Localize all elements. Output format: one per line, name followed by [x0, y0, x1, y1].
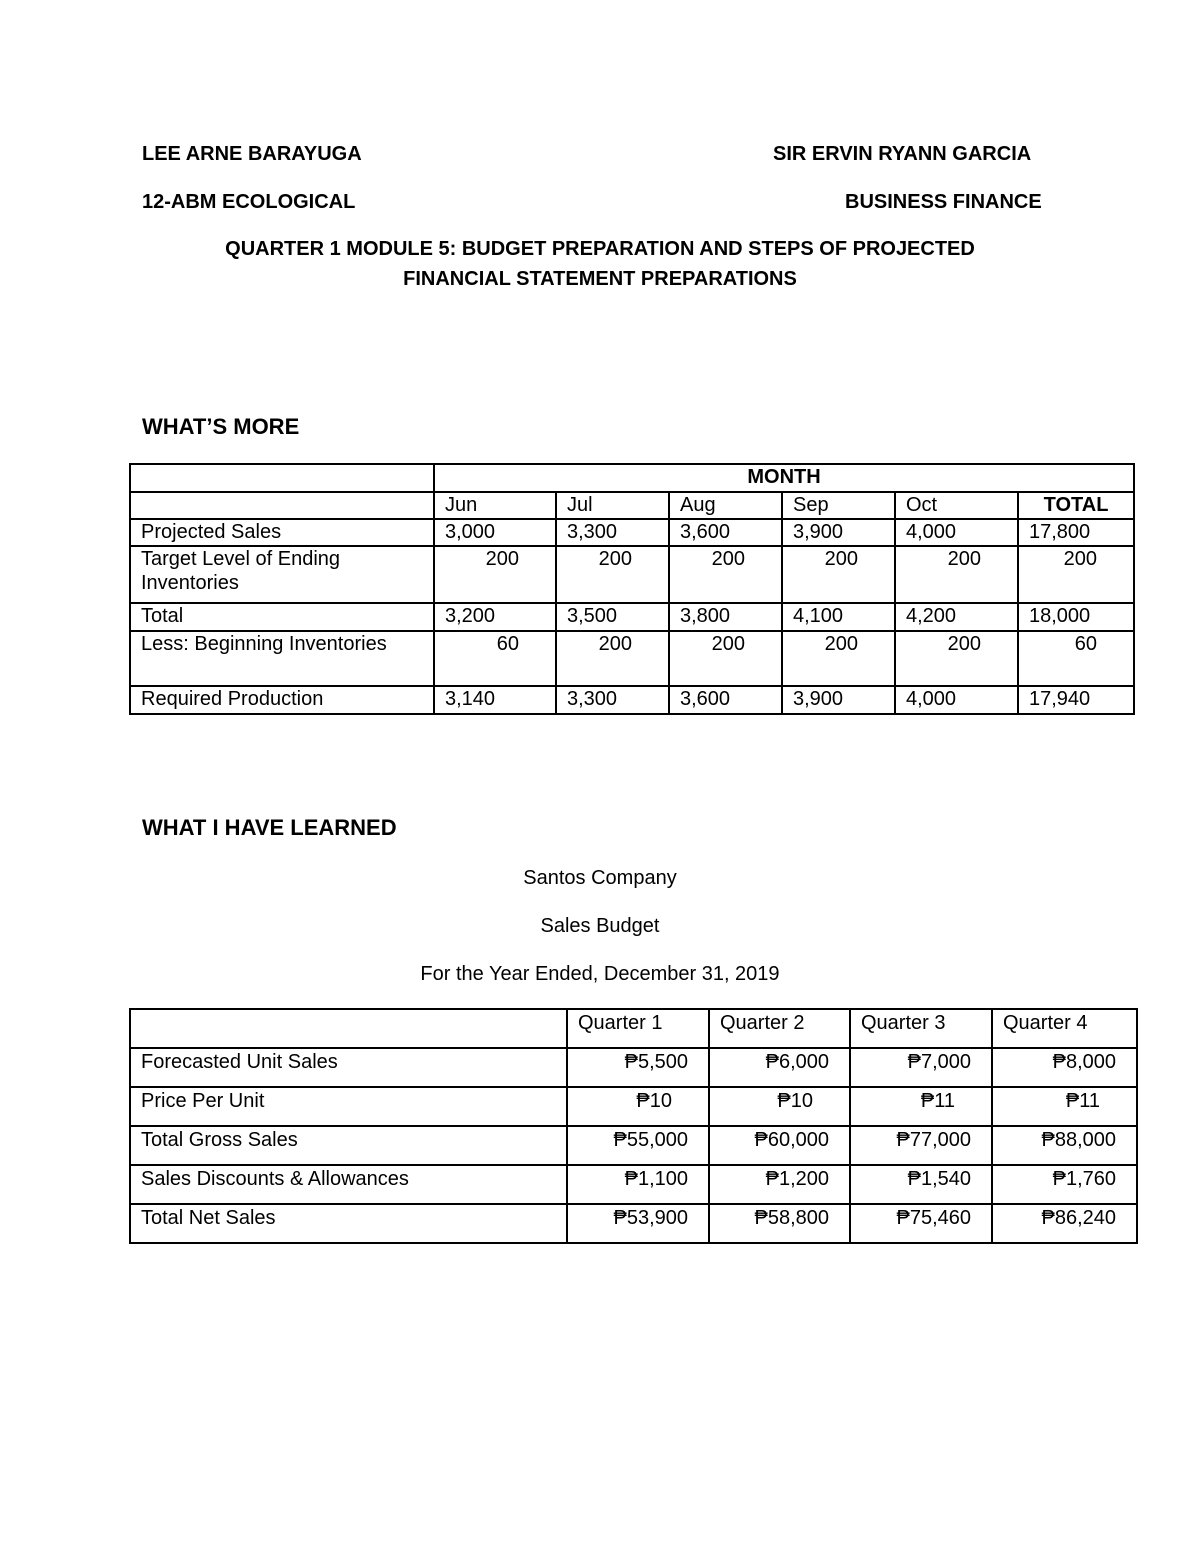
module-title-line2: FINANCIAL STATEMENT PREPARATIONS — [403, 268, 797, 290]
row-label: Less: Beginning Inventories — [130, 631, 434, 686]
column-header: Aug — [669, 492, 782, 519]
table-cell: 200 — [556, 631, 669, 686]
table-row — [130, 546, 1134, 603]
column-header: Oct — [895, 492, 1018, 519]
student-name: LEE ARNE BARAYUGA — [142, 143, 362, 165]
table-cell: 4,000 — [895, 519, 1018, 546]
column-header: Jul — [556, 492, 669, 519]
table-cell: 200 — [1018, 546, 1134, 603]
budget-period: For the Year Ended, December 31, 2019 — [420, 963, 780, 985]
table-cell: 200 — [669, 631, 782, 686]
table-row — [130, 519, 1134, 546]
column-header-total: TOTAL — [1018, 492, 1134, 519]
table-cell: 200 — [895, 631, 1018, 686]
table-cell: ₱7,000 — [850, 1048, 992, 1087]
table-cell: ₱1,200 — [709, 1165, 850, 1204]
module-title-line1: QUARTER 1 MODULE 5: BUDGET PREPARATION AND STEPS OF PROJECTED — [225, 238, 975, 260]
table-cell: 200 — [556, 546, 669, 603]
table-cell: ₱58,800 — [709, 1204, 850, 1243]
table-cell: 200 — [895, 546, 1018, 603]
row-label: Total Gross Sales — [130, 1126, 567, 1165]
table-cell: 3,300 — [556, 686, 669, 714]
table-cell — [130, 1009, 567, 1048]
column-header: Quarter 3 — [850, 1009, 992, 1048]
table-cell: 3,500 — [556, 603, 669, 631]
table-row — [130, 1165, 1137, 1204]
table-row — [130, 1126, 1137, 1165]
class-section: 12-ABM ECOLOGICAL — [142, 191, 356, 213]
table-cell: 3,000 — [434, 519, 556, 546]
table-cell: 200 — [669, 546, 782, 603]
table-cell: 3,140 — [434, 686, 556, 714]
row-label: Required Production — [130, 686, 434, 714]
what-i-have-learned-heading: WHAT I HAVE LEARNED — [142, 815, 397, 840]
table-row — [130, 464, 1134, 492]
column-header: Quarter 2 — [709, 1009, 850, 1048]
table-cell: 18,000 — [1018, 603, 1134, 631]
column-header: Quarter 1 — [567, 1009, 709, 1048]
table-cell: 3,200 — [434, 603, 556, 631]
company-name: Santos Company — [523, 867, 677, 889]
table-cell: ₱60,000 — [709, 1126, 850, 1165]
whats-more-heading: WHAT’S MORE — [142, 414, 300, 439]
row-label: Total — [130, 603, 434, 631]
table-cell: 3,900 — [782, 686, 895, 714]
table-cell: 4,000 — [895, 686, 1018, 714]
table-cell: ₱1,100 — [567, 1165, 709, 1204]
table-cell: 4,200 — [895, 603, 1018, 631]
table-cell: ₱1,540 — [850, 1165, 992, 1204]
table-cell: 4,100 — [782, 603, 895, 631]
table-cell: 3,300 — [556, 519, 669, 546]
budget-title: Sales Budget — [540, 915, 660, 937]
month-group-header: MONTH — [434, 464, 1134, 492]
table-row — [130, 603, 1134, 631]
table-cell: ₱53,900 — [567, 1204, 709, 1243]
table-cell: ₱11 — [992, 1087, 1137, 1126]
sales-budget-table — [129, 1008, 1138, 1244]
table-cell: 200 — [782, 546, 895, 603]
table-cell: 200 — [782, 631, 895, 686]
table-cell: ₱8,000 — [992, 1048, 1137, 1087]
column-header: Quarter 4 — [992, 1009, 1137, 1048]
table-cell: ₱5,500 — [567, 1048, 709, 1087]
production-budget-table — [129, 463, 1135, 715]
column-header: Jun — [434, 492, 556, 519]
table-row — [130, 1204, 1137, 1243]
table-cell: 200 — [434, 546, 556, 603]
table-cell: ₱77,000 — [850, 1126, 992, 1165]
table-cell: ₱10 — [567, 1087, 709, 1126]
row-label: Price Per Unit — [130, 1087, 567, 1126]
table-cell: 60 — [434, 631, 556, 686]
table-header-row — [130, 492, 1134, 519]
table-cell: ₱10 — [709, 1087, 850, 1126]
row-label: Sales Discounts & Allowances — [130, 1165, 567, 1204]
row-label: Forecasted Unit Sales — [130, 1048, 567, 1087]
table-cell: 3,800 — [669, 603, 782, 631]
table-cell: 17,800 — [1018, 519, 1134, 546]
table-cell: ₱86,240 — [992, 1204, 1137, 1243]
table-row — [130, 1087, 1137, 1126]
table-cell: 3,600 — [669, 686, 782, 714]
row-label: Target Level of Ending Inventories — [130, 546, 434, 603]
table-cell: 17,940 — [1018, 686, 1134, 714]
table-row — [130, 686, 1134, 714]
table-cell: ₱55,000 — [567, 1126, 709, 1165]
table-cell: ₱75,460 — [850, 1204, 992, 1243]
row-label: Projected Sales — [130, 519, 434, 546]
table-cell — [130, 492, 434, 519]
table-cell: 3,600 — [669, 519, 782, 546]
table-cell: ₱88,000 — [992, 1126, 1137, 1165]
table-row — [130, 1048, 1137, 1087]
table-cell: ₱1,760 — [992, 1165, 1137, 1204]
table-cell — [130, 464, 434, 492]
table-cell: 3,900 — [782, 519, 895, 546]
teacher-name: SIR ERVIN RYANN GARCIA — [773, 143, 1032, 165]
subject-name: BUSINESS FINANCE — [845, 191, 1042, 213]
row-label: Total Net Sales — [130, 1204, 567, 1243]
table-header-row — [130, 1009, 1137, 1048]
table-cell: 60 — [1018, 631, 1134, 686]
column-header: Sep — [782, 492, 895, 519]
table-cell: ₱6,000 — [709, 1048, 850, 1087]
table-cell: ₱11 — [850, 1087, 992, 1126]
table-row — [130, 631, 1134, 686]
